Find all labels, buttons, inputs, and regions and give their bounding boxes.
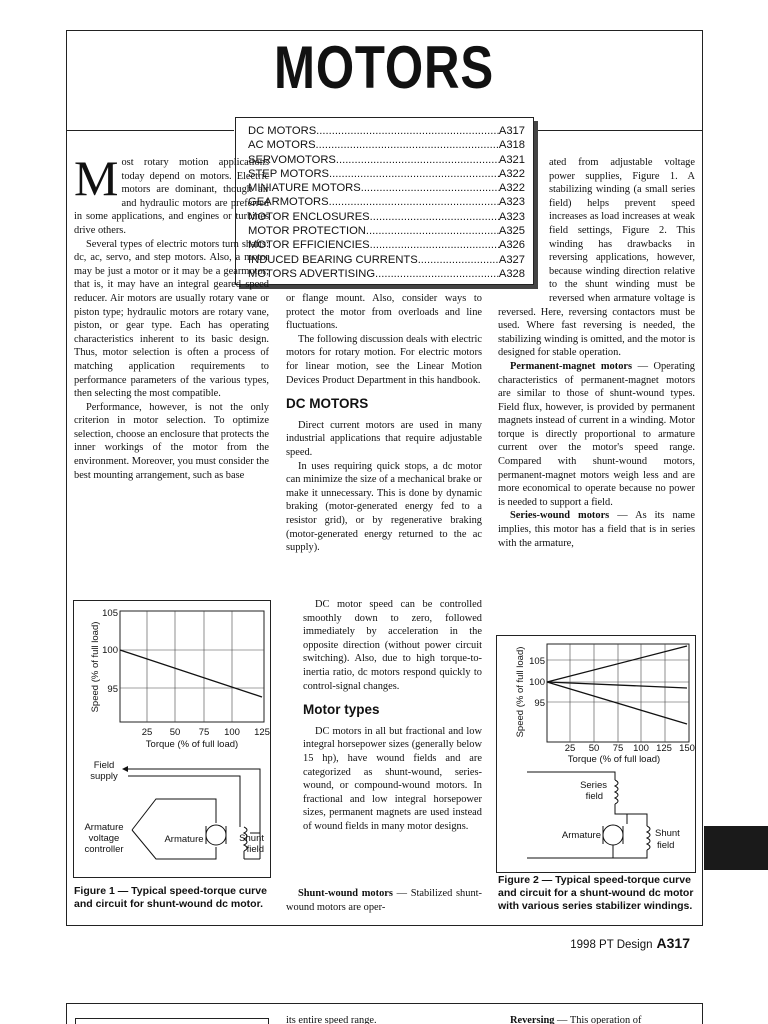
plot-frame xyxy=(120,611,264,722)
x-tick-125: 125 xyxy=(254,727,270,738)
paragraph xyxy=(286,887,482,914)
speed-torque-curve xyxy=(120,650,262,697)
label-controller-2: voltage xyxy=(88,833,120,844)
toc-page: A325 xyxy=(498,225,525,238)
next-page-text: its entire speed range. xyxy=(286,1015,377,1024)
figure-1-graphic xyxy=(74,601,272,879)
grid xyxy=(120,611,264,722)
figure-1-caption: Figure 1 — Typical speed-torque curve and circuit for shunt-wound dc motor. xyxy=(74,885,267,910)
next-runin-text: — This operation of xyxy=(554,1015,642,1024)
paragraph-text: — Operating characteristics of permanent-magnet motors are similar to those of shunt-wound types. Field flux, however, is provided by permanent magnets instead of current in a winding. Motor torque is directly proportional to armature current over the motor's speed range. Compared with shunt-wound motors, permanent-magnet motors weigh less and are more economical to operate because no power is needed to support a field. xyxy=(498,360,696,508)
paragraph xyxy=(498,509,695,550)
toc-page: A327 xyxy=(498,253,525,266)
toc-leader xyxy=(370,210,499,224)
speed-torque-curves xyxy=(547,646,687,724)
x-tick-50: 50 xyxy=(588,743,600,754)
toc-page: A317 xyxy=(498,125,525,137)
section-tab-marker xyxy=(704,826,768,870)
title-rule-left xyxy=(67,130,234,131)
toc-label: DC MOTORS xyxy=(248,125,317,137)
y-tick-105: 105 xyxy=(529,656,545,667)
label-controller-3: controller xyxy=(84,844,124,855)
x-tick-125: 125 xyxy=(656,743,672,754)
runin-permanent-magnet: Permanent-magnet motors xyxy=(510,360,633,372)
y-tick-95: 95 xyxy=(107,684,118,695)
toc-page: A322 xyxy=(498,182,525,195)
section-heading-dc-motors: DC MOTORS xyxy=(286,396,369,412)
table-of-contents xyxy=(235,117,534,285)
runin-series-wound: Series-wound motors xyxy=(510,510,610,522)
toc-item[interactable] xyxy=(248,253,525,267)
x-tick-100: 100 xyxy=(224,727,240,738)
x-axis-label: Torque (% of full load) xyxy=(145,739,239,750)
paragraph xyxy=(498,360,695,510)
x-tick-75: 75 xyxy=(198,727,210,738)
paragraph-text: — As its name implies, this motor has a field that is in series with the armature, xyxy=(498,510,695,549)
column-3 xyxy=(498,156,695,550)
x-tick-100: 100 xyxy=(633,743,649,754)
y-tick-100: 100 xyxy=(102,645,118,656)
y-tick-105: 105 xyxy=(102,608,118,619)
figure-2-graphic xyxy=(497,636,697,874)
toc-leader xyxy=(370,238,499,252)
paragraph: ated from adjustable voltage power supplies, Figure 1. A stabilizing winding (a small series field) helps prevent speed increases as load increases at weak field settings, Figure 2. This winding has drawbacks in reversing applications, however, because winding direction relative to the shunt winding must be reversed when armature voltage is reversed. Here, reversing contactors must be used. Where fast reversing is needed, the stabilizing winding is omitted, and the motor is designed for stable operation. xyxy=(498,157,695,359)
toc-item[interactable] xyxy=(248,181,525,195)
toc-leader xyxy=(329,195,499,209)
page-footer xyxy=(520,935,690,951)
paragraph: Several types of electric motors turn shafts: dc, ac, servo, and step motors. Also, a motor may be just a motor or it may be a gearmotor; that is, it may have an integral geared speed reducer. Air motors are usually rotary vane or piston type; hydraulic motors are rotary vane, piston, or gear type. Each has operating characteristics inherent to its basic design. Thus, motor selection is often a process of matching application requirements to performance parameters of the various types, then selecting the most compatible. xyxy=(74,238,269,400)
label-series-2: field xyxy=(585,791,603,802)
paragraph: The following discussion deals with electric motors for rotary motion. For electric motors for linear motion, see the Linear Motion Devices Product Department in this handbook. xyxy=(286,333,482,386)
x-tick-150: 150 xyxy=(679,743,695,754)
paragraph: DC motors in all but fractional and low integral horsepower sizes (generally below 15 hp), have wound fields and are categorized as shunt-wound, series-wound, or compound-wound motors. In fractional and low integral horsepower sizes, permanent magnets are used instead of wound fields in many motor designs. xyxy=(303,725,482,832)
toc-page: A326 xyxy=(498,239,525,252)
toc-item[interactable] xyxy=(248,153,525,167)
intro-paragraph xyxy=(74,150,269,238)
page-title: MOTORS xyxy=(274,34,494,101)
y-tick-95: 95 xyxy=(534,698,545,709)
toc-label: INDUCED BEARING CURRENTS xyxy=(248,253,418,266)
x-tick-50: 50 xyxy=(169,727,181,738)
label-shunt-1: Shunt xyxy=(239,833,264,844)
circuit-wires xyxy=(128,769,260,859)
label-shunt-2: field xyxy=(246,844,264,855)
toc-label: MOTOR PROTECTION xyxy=(248,225,366,238)
toc-item[interactable] xyxy=(248,224,525,238)
toc-leader xyxy=(418,253,499,267)
paragraph: Performance, however, is not the only criterion in motor selection. To optimize selection, choose an enclosure that protects the inner workings of the motor from the environment. Moreover, you must consider the best mounting arrangement, such as base xyxy=(74,401,269,481)
paragraph: or flange mount. Also, consider ways to protect the motor from overloads and line fluctuations. xyxy=(286,293,482,332)
x-axis-label: Torque (% of full load) xyxy=(567,754,661,765)
toc-leader xyxy=(366,224,499,238)
label-shunt-1: Shunt xyxy=(655,828,680,839)
label-supply: supply xyxy=(90,771,118,782)
toc-item[interactable] xyxy=(248,124,525,138)
toc-leader xyxy=(329,167,499,181)
paragraph-text: — Stabilized shunt-wound motors are oper- xyxy=(286,888,482,913)
toc-leader xyxy=(316,124,499,138)
drop-cap: M xyxy=(74,150,119,206)
toc-label: STEP MOTORS xyxy=(248,167,330,180)
page-number: A317 xyxy=(656,935,690,951)
x-tick-75: 75 xyxy=(612,743,624,754)
label-armature: Armature xyxy=(561,830,601,841)
figure-2 xyxy=(496,635,696,873)
toc-item[interactable] xyxy=(248,238,525,252)
footer-text: 1998 PT Design xyxy=(570,939,653,951)
label-controller-1: Armature xyxy=(84,822,124,833)
x-tick-25: 25 xyxy=(564,743,576,754)
next-page-figure xyxy=(75,1018,269,1024)
toc-leader xyxy=(361,181,499,195)
column-2-lower xyxy=(303,598,482,834)
toc-label: MOTOR EFFICIENCIES xyxy=(248,239,370,252)
section-heading-motor-types: Motor types xyxy=(303,702,380,718)
paragraph: In uses requiring quick stops, a dc motor can minimize the size of a mechanical brake or make it unnecessary. This is done by dynamic braking (motor-generated energy fed to a resistor grid), or by regenerative braking (motor-generated energy returned to the ac supply). xyxy=(286,460,482,554)
paragraph: DC motor speed can be controlled smoothly down to zero, followed immediately by acceleration in the opposite direction (without power circuit switching). Also, due to high torque-to-inertia ratio, dc motors respond quickly to control-signal changes. xyxy=(303,599,482,692)
toc-page: A321 xyxy=(498,153,525,166)
toc-leader xyxy=(336,153,499,167)
runin-shunt-wound: Shunt-wound motors xyxy=(298,888,393,899)
figure-1 xyxy=(73,600,271,878)
intro-text: ost rotary motion applications today depend on motors. Electric motors are dominant, though air and hydraulic motors are preferred in some applications, and engines or turbines drive others. xyxy=(74,157,269,236)
toc-label: AC MOTORS xyxy=(248,139,316,152)
label-armature: Armature xyxy=(164,834,204,845)
toc-item[interactable] xyxy=(248,138,525,152)
label-shunt-2: field xyxy=(657,840,675,851)
toc-page: A323 xyxy=(498,196,525,209)
toc-label: GEARMOTORS xyxy=(248,196,329,209)
toc-page: A318 xyxy=(498,139,525,152)
toc-label: MINIATURE MOTORS xyxy=(248,182,361,195)
toc-label: MOTOR ENCLOSURES xyxy=(248,210,370,223)
grid xyxy=(547,644,689,742)
figure-2-caption: Figure 2 — Typical speed-torque curve and circuit for a shunt-wound dc motor with various series stabilizer windings. xyxy=(498,874,694,912)
toc-list xyxy=(248,124,525,281)
label-field: Field xyxy=(93,760,115,771)
toc-page: A323 xyxy=(498,210,525,223)
x-tick-25: 25 xyxy=(141,727,153,738)
next-page-text-right xyxy=(510,1015,641,1024)
column-2-bottom xyxy=(286,887,482,914)
toc-item[interactable] xyxy=(248,210,525,224)
y-axis-label: Speed (% of full load) xyxy=(90,621,101,713)
toc-item[interactable] xyxy=(248,167,525,181)
column-1 xyxy=(74,150,269,482)
toc-wrap-spacer xyxy=(498,156,549,292)
toc-item[interactable] xyxy=(248,267,525,281)
y-tick-100: 100 xyxy=(529,677,545,688)
toc-item[interactable] xyxy=(248,195,525,209)
toc-page: A328 xyxy=(498,267,525,280)
title-rule-right xyxy=(536,130,702,131)
toc-label: MOTORS ADVERTISING xyxy=(248,267,376,280)
toc-leader xyxy=(375,267,499,281)
column-2 xyxy=(286,292,482,555)
arrow-icon xyxy=(122,766,128,772)
label-series-1: Series xyxy=(580,780,607,791)
next-runin: Reversing xyxy=(510,1015,555,1024)
toc-page: A322 xyxy=(498,167,525,180)
paragraph: Direct current motors are used in many industrial applications that require adjustable speed. xyxy=(286,419,482,458)
toc-leader xyxy=(316,138,499,152)
y-axis-label: Speed (% of full load) xyxy=(515,646,526,738)
toc-label: SERVOMOTORS xyxy=(248,153,336,166)
